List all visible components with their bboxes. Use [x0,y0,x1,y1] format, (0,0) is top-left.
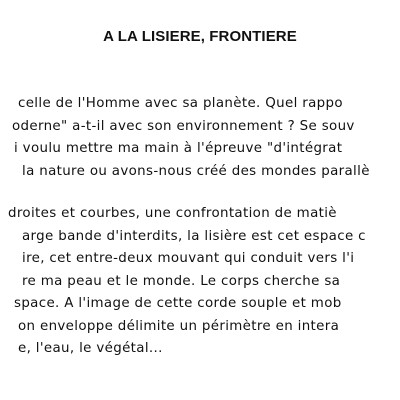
paragraph-1-line-4: la nature ou avons-nous créé des mondes parallè [22,163,370,179]
paragraph-2-line-1: droites et courbes, une confrontation de matiè [8,206,337,221]
paragraph-1-line-1: celle de l'Homme avec sa planète. Quel rappo [18,96,343,111]
paragraph-2-line-3: ire, cet entre-deux mouvant qui conduit vers l'i [22,251,355,266]
paragraph-1 [0,93,370,183]
paragraph-2-line-2: arge bande d'interdits, la lisière est cet espace c [22,228,366,244]
paragraph-2-line-7: e, l'eau, le végétal... [18,341,163,356]
document-title: A LA LISIERE, FRONTIERE [103,28,297,45]
paragraph-2-line-4: re ma peau et le monde. Le corps cherche sa [22,273,341,289]
paragraph-1-line-2: oderne" a-t-il avec son environnement ? Se souv [12,118,355,134]
paragraph-2-line-6: on enveloppe délimite un périmètre en intera [18,318,340,334]
paragraph-2 [0,203,366,361]
paragraph-2-line-5: space. A l'image de cette corde souple et mob [14,296,342,311]
paragraph-1-line-3: i voulu mettre ma main à l'épreuve "d'intégrat [14,141,343,156]
